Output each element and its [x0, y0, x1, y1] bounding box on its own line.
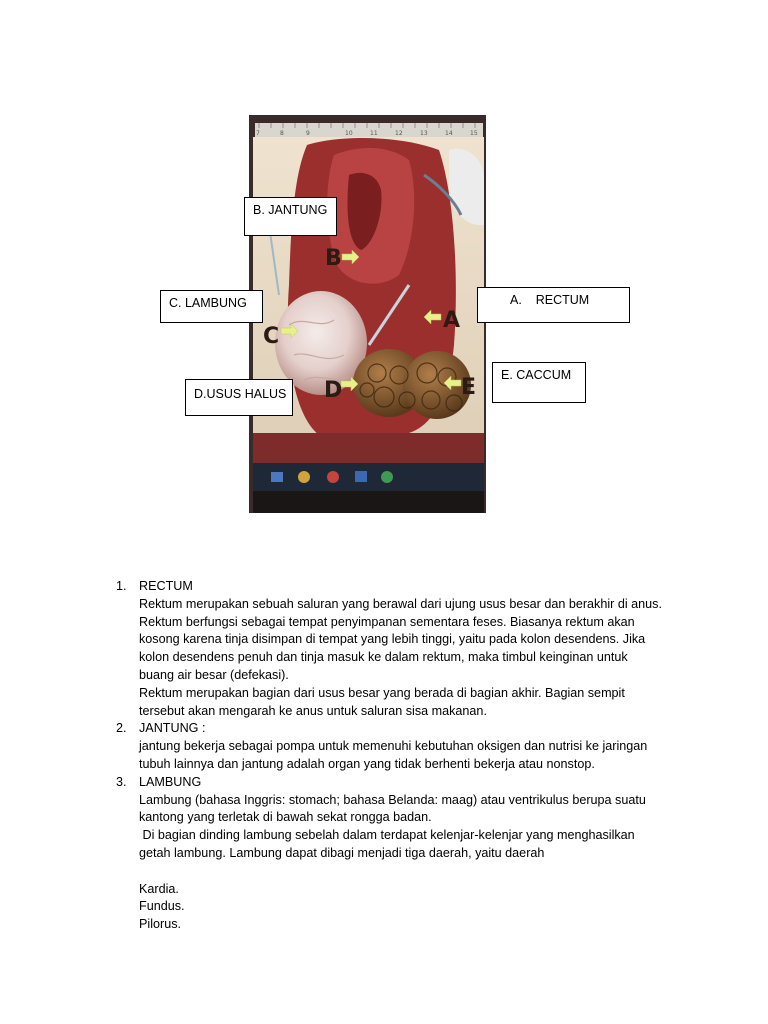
paragraph-line: jantung bekerja sebagai pompa untuk memenuhi kebutuhan oksigen dan nutrisi ke jaringan — [139, 739, 648, 754]
paragraph-line: tersebut akan mengarah ke anus untuk saluran sisa makanan. — [139, 703, 487, 718]
section-title: RECTUM — [139, 579, 193, 593]
label-letter-b: B — [325, 246, 342, 271]
paragraph-line: tubuh lainnya dan jantung adalah organ yang tidak berhenti bekerja atau nonstop. — [139, 756, 595, 771]
paragraph-line: kantong yang terletak di bawah sekat rongga badan. — [139, 810, 432, 825]
region-item: Kardia. — [139, 881, 179, 896]
label-letter-e: E — [461, 375, 477, 400]
section-number: 2. — [116, 721, 127, 736]
ruler-number: 11 — [370, 130, 378, 137]
paragraph-line: Rektum merupakan sebuah saluran yang berawal dari ujung usus besar dan berakhir di anus. — [139, 596, 662, 611]
callout-caccum: E. CACCUM — [492, 362, 586, 403]
callout-rectum: A. RECTUM — [477, 287, 630, 323]
paragraph-line: Rektum merupakan bagian dari usus besar yang berada di bagian akhir. Bagian sempit — [139, 685, 625, 700]
callout-usus-halus: D.USUS HALUS — [185, 379, 293, 416]
paragraph-line: Lambung (bahasa Inggris: stomach; bahasa Belanda: maag) atau ventrikulus berupa suatu — [139, 792, 646, 807]
section-title: JANTUNG : — [139, 721, 206, 736]
paragraph-line: Rektum berfungsi sebagai tempat penyimpanan sementara feses. Biasanya rektum akan — [139, 614, 635, 629]
paragraph-line: kolon desendens penuh dan tinja masuk ke dalam rektum, maka timbul keinginan untuk — [139, 650, 628, 665]
label-letter-a: A — [443, 308, 461, 333]
paragraph-line: getah lambung. Lambung dapat dibagi menjadi tiga daerah, yaitu daerah — [139, 845, 545, 860]
label-letter-d: D — [324, 378, 343, 403]
callout-jantung: B. JANTUNG — [244, 197, 337, 236]
dissection-photo — [249, 115, 486, 513]
section-rectum — [0, 578, 768, 720]
label-letter-c: C — [263, 324, 280, 349]
callout-lambung: C. LAMBUNG — [160, 290, 263, 323]
paragraph-line: kosong karena tinja disimpan di tempat yang lebih tinggi, yaitu pada kolon desendens. Jika — [139, 632, 646, 647]
ruler-number: 15 — [470, 130, 478, 137]
ruler-number: 9 — [306, 130, 310, 137]
paragraph-line: Di bagian dinding lambung sebelah dalam terdapat kelenjar-kelenjar yang menghasilkan — [139, 828, 635, 843]
paragraph-line: buang air besar (defekasi). — [139, 667, 289, 682]
ruler-number: 7 — [256, 130, 260, 137]
ruler-number: 14 — [445, 130, 453, 137]
region-item: Fundus. — [139, 899, 185, 914]
section-title: LAMBUNG — [139, 774, 202, 789]
section-lambung — [0, 774, 768, 934]
ruler-number: 10 — [345, 130, 353, 137]
ruler-number: 8 — [280, 130, 284, 137]
section-jantung — [0, 720, 768, 773]
region-item: Pilorus. — [139, 917, 181, 932]
section-number: 1. — [116, 579, 127, 593]
section-number: 3. — [116, 774, 127, 789]
ruler-number: 12 — [395, 130, 403, 137]
ruler-number: 13 — [420, 130, 428, 137]
document-body — [0, 578, 768, 934]
